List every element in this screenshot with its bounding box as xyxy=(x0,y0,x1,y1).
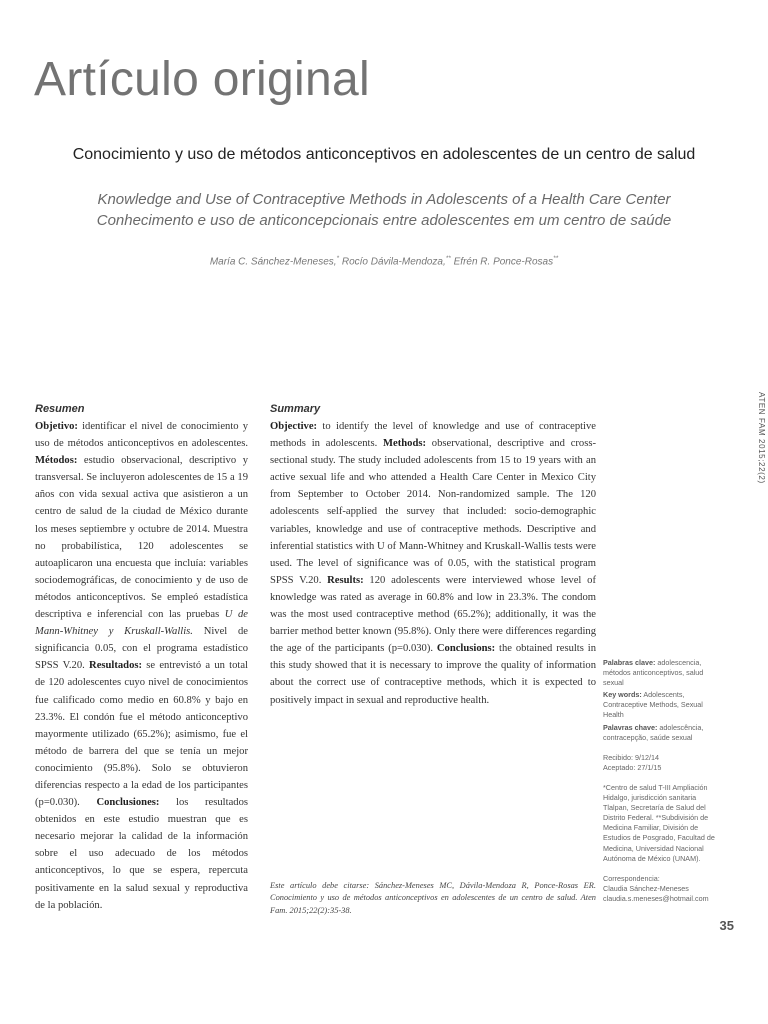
correspondence-email[interactable]: claudia.s.meneses@hotmail.com xyxy=(603,893,709,903)
affiliation-mark: * xyxy=(336,255,340,262)
affiliation-2: **Subdivisión de Medicina Familiar, División de Estudios de Posgrado, Facultad de Medicina, Universidad Nacional Autónoma de México (UNAM). xyxy=(603,813,715,863)
keywords-es-label: Palabras clave: xyxy=(603,658,656,667)
methods-text: observational, descriptive and cross-sectional study. The study included adolescents from 15 to 19 years with an active sexual life and who attended a Health Care Center in Mexico City from September to October 2014. Non-randomized sample. The 120 adolescents self-applied the survey that included: socio-demographic variables, knowledge and use of contraceptive methods. Descriptive and inferential statistics with U of Mann-Whitney and Kruskall-Wallis tests were used. The level of significance was of 0.05, with the statistical program SPSS V.20. xyxy=(270,438,596,586)
metodos-label: Métodos: xyxy=(35,455,78,467)
keywords-pt xyxy=(603,723,720,743)
keywords-pt-label: Palavras chave: xyxy=(603,722,658,732)
methods-label: Methods: xyxy=(383,438,426,450)
page-number: 35 xyxy=(719,918,734,933)
objetivo-label: Objetivo: xyxy=(35,421,78,432)
received-date: Recibido: 9/12/14 xyxy=(603,752,659,762)
summary-section xyxy=(270,401,596,709)
author-name: María C. Sánchez-Meneses, xyxy=(209,256,337,268)
keywords-en-label: Key words: xyxy=(603,690,642,700)
affiliation-mark: ** xyxy=(553,255,559,262)
metodos-tests: U de Mann-Whitney y Kruskall-Wallis. xyxy=(35,609,248,638)
conclusiones-text: los resultados obtenidos en este estudio muestran que es necesario mejorar la calidad de la información sobre el uso adecuado de los métodos anticonceptivos, lo que se espera, repercuta positivamente en la salud sexual y reproductiva de la población. xyxy=(35,797,248,911)
metodos-text-end: Nivel de significancia 0.05, con el programa estadístico SPSS V.20. xyxy=(35,626,248,672)
citation-note: Este artículo debe citarse: Sánchez-Meneses MC, Dávila-Mendoza R, Ponce-Rosas ER. Conocimiento y uso de métodos anticonceptivos en adolescentes de un centro de salud. Aten Fam. 2015;22(2):35-38. xyxy=(270,881,596,915)
conclusiones-label: Conclusiones: xyxy=(96,797,160,809)
summary-heading: Summary xyxy=(270,403,321,415)
resultados-text: se entrevistó a un total de 120 adolescentes cuyo nivel de conocimientos fue calificado como medio en 60.8% y bajo en 23.3%. El condón fue el método anticonceptivo mayormente utilizado (65.2%); asimismo, fue el método de barrera del que se tenía un mejor conocimiento (95.8%). Solo se obtuvieron diferencias respecto a la edad de los participantes (p=0.030). xyxy=(35,660,248,809)
objetivo-text: identificar el nivel de conocimiento y uso de métodos anticonceptivos en adolescentes. xyxy=(35,421,248,450)
section-label: Artículo original xyxy=(34,53,370,106)
conclusions-text: the obtained results in this study showed that it is necessary to improve the quality of information about the correct use of contraceptive methods, which it is expected to positively impact in sexual and reproductive health. xyxy=(270,643,596,706)
article-title-english: Knowledge and Use of Contraceptive Methods in Adolescents of a Health Care Center xyxy=(97,191,671,208)
affiliation-1: *Centro de salud T-III Ampliación Hidalgo, jurisdicción sanitaria Tlalpan, Secretaría de Salud del Distrito Federal. xyxy=(603,782,708,823)
keywords-pt-text: adolescência, contracepção, saúde sexual xyxy=(603,722,704,742)
keywords-es-text: adolescencia, métodos anticonceptivos, salud sexual xyxy=(603,658,704,688)
conclusions-label: Conclusions: xyxy=(436,643,496,655)
objective-label: Objective: xyxy=(270,421,318,432)
affiliations xyxy=(603,783,720,864)
keywords-en-text: Adolescents, Contraceptive Methods, Sexual Health xyxy=(603,690,703,720)
correspondence-name: Claudia Sánchez-Meneses xyxy=(603,883,689,893)
article-sidebar xyxy=(603,658,720,904)
summary-text xyxy=(270,418,596,709)
results-text: 120 adolescents were interviewed whose level of knowledge was rated as average in 60.8% and low in 23.3%. The condom was the most used contraceptive method (65.2%); additionally, it was the barrier method better known (95.8%). Only there were differences regarding the age of the participants (p=0.030). xyxy=(270,574,596,655)
article-title-spanish: Conocimiento y uso de métodos anticonceptivos en adolescentes de un centro de salud xyxy=(72,146,696,163)
accepted-date: Aceptado: 27/1/15 xyxy=(603,762,662,772)
objective-text: to identify the level of knowledge and use of contraceptive methods in adolescents. xyxy=(270,421,596,450)
author-name: Efrén R. Ponce-Rosas xyxy=(450,256,554,268)
article-title-portuguese: Conhecimento e uso de anticoncepcionais entre adolescentes em um centro de saúde xyxy=(96,212,672,229)
resultados-label: Resultados: xyxy=(89,660,143,672)
affiliation-mark: ** xyxy=(445,255,451,262)
author-name: Rocío Dávila-Mendoza, xyxy=(339,256,446,268)
keywords-es xyxy=(603,658,720,688)
author-list xyxy=(0,255,768,267)
resumen-heading: Resumen xyxy=(35,403,85,415)
resumen-text xyxy=(35,418,248,914)
results-label: Results: xyxy=(327,574,364,586)
keywords-en xyxy=(603,690,720,720)
journal-running-head: ATEN FAM 2015;22(2) xyxy=(757,392,766,484)
resumen-section xyxy=(35,401,248,914)
correspondence-label: Correspondencia: xyxy=(603,873,660,883)
metodos-text: estudio observacional, descriptivo y transversal. Se incluyeron adolescentes de 15 a 19 años con vida sexual activa que asistieron a un centro de salud de la ciudad de México durante los meses septiembre y octubre de 2014. Muestra no probabilística, 120 adolescentes se autoaplicaron una encuesta que incluía: variables sociodemográficas, de conocimiento y de uso de métodos anticonceptivos. Se empleó estadística descriptiva e inferencial con las pruebas xyxy=(35,455,248,621)
